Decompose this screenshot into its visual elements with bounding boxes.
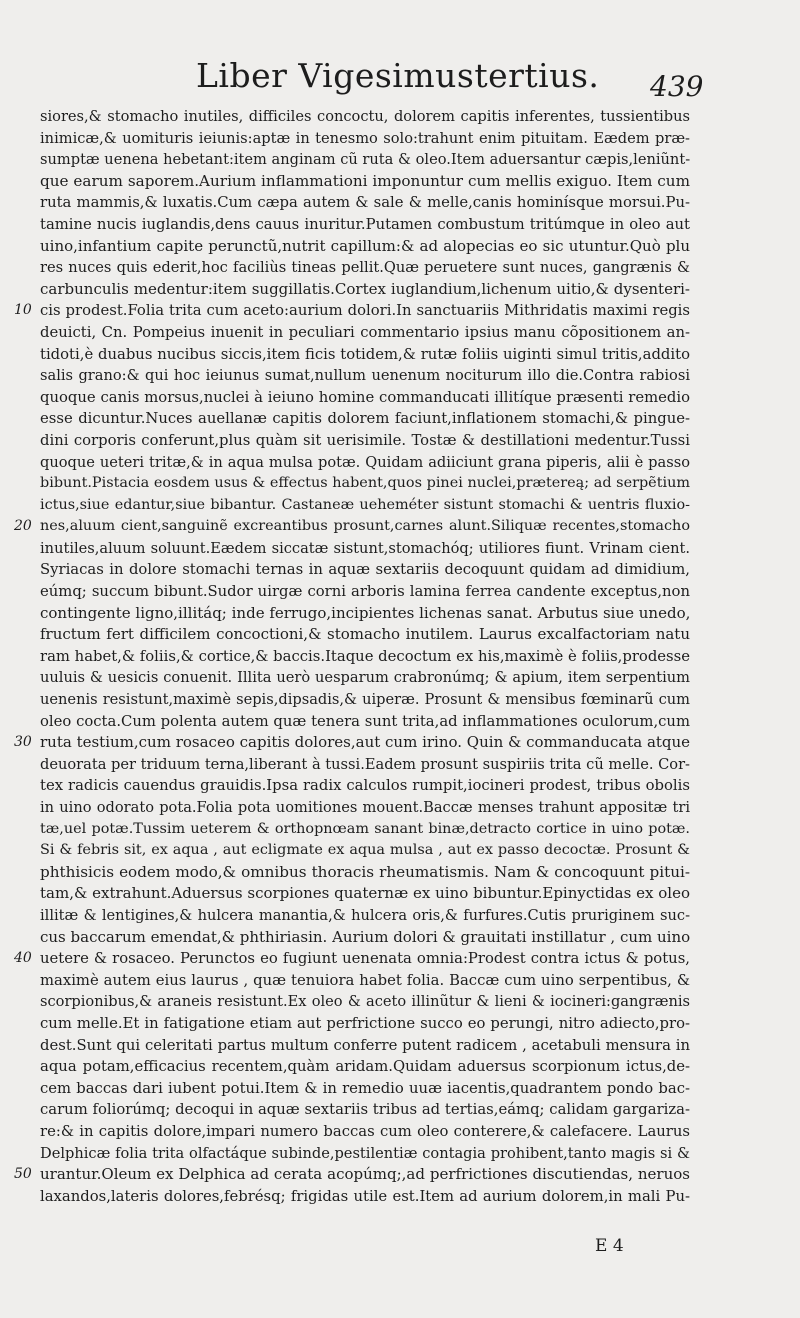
line-text: tæ,uel potæ.Tussim ueterem & orthopnœam sanant binæ,detracto cortice in uino potæ. [40,820,690,837]
text-line [40,862,690,884]
line-text: inutiles,aluum soluunt.Eædem siccatæ sistunt,stomachóq; utiliores fiunt. Vrinam cient. [40,539,690,557]
line-text: ruta mammis,& luxatis.Cum cæpa autem & sale & melle,canis hominísque morsui.Pu- [40,194,690,212]
line-text: quoque ueteri tritæ,& in aqua mulsa potæ. Quidam adiiciunt grana piperis, alii è passo [40,453,690,471]
line-text: eúmq; succum bibunt.Sudor uirgæ corni arboris lamina ferrea candente exceptus,non [40,583,690,601]
text-line [40,970,690,992]
line-text: re:& in capitis dolore,impari numero baccas cum oleo conterere,& calefacere. Laurus [40,1122,690,1140]
line-text: cum melle.Et in fatigatione etiam aut perfrictione succo eo perungi, nitro adiecto,pro- [40,1014,690,1032]
line-text: aqua potam,efficacius recentem,quàm aridam.Quidam aduersus scorpionum ictus,de- [40,1058,690,1076]
text-line [40,754,690,776]
line-text: Delphicæ folia trita olfactáque subinde,pestilentiæ contagia prohibent,tanto magis si & [40,1144,690,1162]
line-number: 50 [14,1166,32,1183]
line-text: dini corporis conferunt,plus quàm sit uerisimile. Tostæ & destillationi medentur.Tussi [40,431,690,449]
text-line [40,991,690,1013]
line-number: 20 [14,518,32,535]
line-text: quoque canis morsus,nuclei à ieiuno homine commanducati illitíque præsenti remedio [40,388,690,406]
text-line [40,1099,690,1121]
line-text: ruta testium,cum rosaceo capitis dolores,aut cum irino. Quin & commanducata atque [40,733,691,752]
text-line [40,927,690,949]
line-text: urantur.Oleum ex Delphica ad cerata acopúmq;,ad perfrictiones discutiendas, neruos [40,1165,690,1184]
page-header [0,56,800,104]
text-line [40,452,690,474]
text-line [40,819,690,841]
line-text: inimicæ,& uomituris ieiunis:aptæ in tenesmo solo:trahunt enim pituitam. Eædem præ- [40,129,690,147]
text-line [40,279,690,301]
line-text: tamine nucis iuglandis,dens cauus inuritur.Putamen combustum tritúmque in oleo aut [40,215,690,233]
running-title: Liber Vigesimustertius. [196,56,600,95]
text-line [40,667,690,689]
line-number: 10 [14,302,32,319]
line-text: carum foliorúmq; decoqui in aquæ sextariis tribus ad tertias,eámq; calidam gargariza- [40,1101,690,1119]
text-line [40,322,690,344]
text-line [40,883,690,905]
line-text: uetere & rosaceo. Perunctos eo fugiunt uenenata omnia:Prodest contra ictus & potus, [40,950,690,968]
line-text: uenenis resistunt,maximè sepis,dipsadis,& uiperæ. Prosunt & mensibus fœminarũ cum [40,691,690,709]
line-text: illitæ & lentigines,& hulcera manantia,& hulcera oris,& furfures.Cutis pruriginem suc- [40,906,690,924]
text-line [40,430,690,452]
text-line [40,1121,690,1143]
line-number: 30 [14,734,32,751]
signature-mark: E 4 [595,1236,624,1256]
line-text: dest.Sunt qui celeritati partus multum conferre putent radicem , acetabuli mensura in [40,1036,690,1054]
text-line [40,192,690,214]
text-line [40,559,690,581]
line-text: tam,& extrahunt.Aduersus scorpiones quaternæ ex uino bibuntur.Epinyctidas ex oleo [40,884,690,903]
text-line [40,603,690,625]
line-text: carbunculis medentur:item suggillatis.Cortex iuglandium,lichenum uitio,& dysenteri- [40,279,690,298]
text-line [40,1056,690,1078]
text-line [40,473,690,495]
line-text: Syriacas in dolore stomachi ternas in aquæ sextariis decoquunt quidam ad dimidium, [40,561,690,579]
text-line [40,171,690,193]
text-line [14,732,691,754]
line-text: contingente ligno,illitáq; inde ferrugo,incipientes lichenas sanat. Arbutus siue unedo, [40,603,691,622]
text-line [14,516,690,538]
text-line [40,408,690,430]
text-line [40,344,690,366]
text-line [40,538,690,560]
text-line [40,387,690,409]
line-text: uuluis & uesicis conuenit. Illita uerò uesparum crabronúmq; & apium, item serpentium [40,669,690,687]
text-line [40,646,690,668]
line-text: fructum fert difficilem concoctioni,& stomacho inutilem. Laurus excalfactoriam natu [40,625,690,644]
text-line [40,257,690,279]
line-text: laxandos,lateris dolores,febrésq; frigidas utile est.Item ad aurium dolorem,in mali Pu- [40,1187,690,1205]
line-text: oleo cocta.Cum polenta autem quæ tenera sunt trita,ad inflammationes oculorum,cum [40,712,690,730]
text-line [40,689,690,711]
text-line [14,300,690,322]
line-text: tex radicis cauendus grauidis.Ipsa radix calculos rumpit,iocineri prodest, tribus obolis [40,777,690,795]
text-line [40,840,690,862]
text-line [40,214,690,236]
line-text: in uino odorato pota.Folia pota uomitiones mouent.Baccæ menses trahunt appositæ tri [40,799,690,816]
line-text: maximè autem eius laurus , quæ tenuiora habet folia. Baccæ cum uino serpentibus, & [40,971,690,989]
text-line [40,1013,690,1035]
text-line [40,106,690,128]
text-line [40,149,690,171]
line-text: cem baccas dari iubent potui.Item & in remedio uuæ iacentis,quadrantem pondo bac- [40,1079,690,1097]
line-text: esse dicuntur.Nuces auellanæ capitis dolorem faciunt,inflationem stomachi,& pingue- [40,410,690,428]
line-text: ictus,siue edantur,siue bibantur. Castaneæ ueheméter sistunt stomachi & uentris fluxio- [40,496,690,513]
text-line [40,128,690,150]
line-text: res nuces quis ederit,hoc faciliùs tineas pellit.Quæ peruetere sunt nuces, gangrænis & [40,259,690,277]
text-line [40,775,690,797]
text-line [40,905,690,927]
line-text: tidoti,è duabus nucibus siccis,item ficis totidem,& rutæ foliis uiginti simul tritis,addito [40,345,690,363]
line-text: phthisicis eodem modo,& omnibus thoracis rheumatismis. Nam & concoquunt pitui- [40,862,690,881]
text-line [40,495,690,517]
line-text: deuorata per triduum terna,liberant à tussi.Eadem prosunt suspiriis trita cũ melle. Cor- [40,755,690,773]
text-line [40,1078,690,1100]
text-line [40,236,690,258]
text-line [40,365,690,387]
line-number: 40 [14,950,32,967]
text-line [14,1164,690,1186]
text-line [40,711,690,733]
line-text: cis prodest.Folia trita cum aceto:aurium dolori.In sanctuariis Mithridatis maximi regis [40,302,690,320]
text-line [40,624,690,646]
line-text: siores,& stomacho inutiles, difficiles concoctu, dolorem capitis inferentes, tussientibus [40,108,690,125]
line-text: bibunt.Pistacia eosdem usus & effectus habent,quos pinei nuclei,prætereą; ad serpẽtium [40,475,690,492]
line-text: ram habet,& foliis,& cortice,& baccis.Itaque decoctum ex his,maximè è foliis,prodesse [40,647,690,665]
line-text: salis grano:& qui hoc ieiunus sumat,nullum uenenum nociturum illo die.Contra rabiosi [40,367,690,385]
line-text: sumptæ uenena hebetant:item anginam cũ ruta & oleo.Item aduersantur cæpis,leniũnt- [40,151,691,169]
text-line [40,581,690,603]
line-text: Si & febris sit, ex aqua , aut ecligmate ex aqua mulsa , aut ex passo decoctæ. Prosunt & [40,842,690,859]
line-text: scorpionibus,& araneis resistunt.Ex oleo & aceto illinũtur & lieni & iocineri:gangrænis [40,993,690,1011]
line-text: deuicti, Cn. Pompeius inuenit in peculiari commentario ipsius manu cõpositionem an- [40,323,690,341]
text-line [40,1186,690,1208]
page-number: 439 [650,70,704,103]
line-text: uino,infantium capite perunctũ,nutrit capillum:& ad alopecias eo sic utuntur.Quò plu [40,236,690,255]
text-line [14,948,690,970]
line-text: nes,aluum cient,sanguinẽ excreantibus prosunt,carnes alunt.Siliquæ recentes,stomacho [40,518,690,535]
text-line [40,1143,690,1165]
line-text: cus baccarum emendat,& phthiriasin. Aurium dolori & grauitati instillatur , cum uino [40,927,691,946]
line-text: que earum saporem.Aurium inflammationi imponuntur cum mellis exiguo. Item cum [40,171,690,190]
text-line [40,797,690,819]
text-line [40,1035,690,1057]
body-text [14,106,691,1207]
